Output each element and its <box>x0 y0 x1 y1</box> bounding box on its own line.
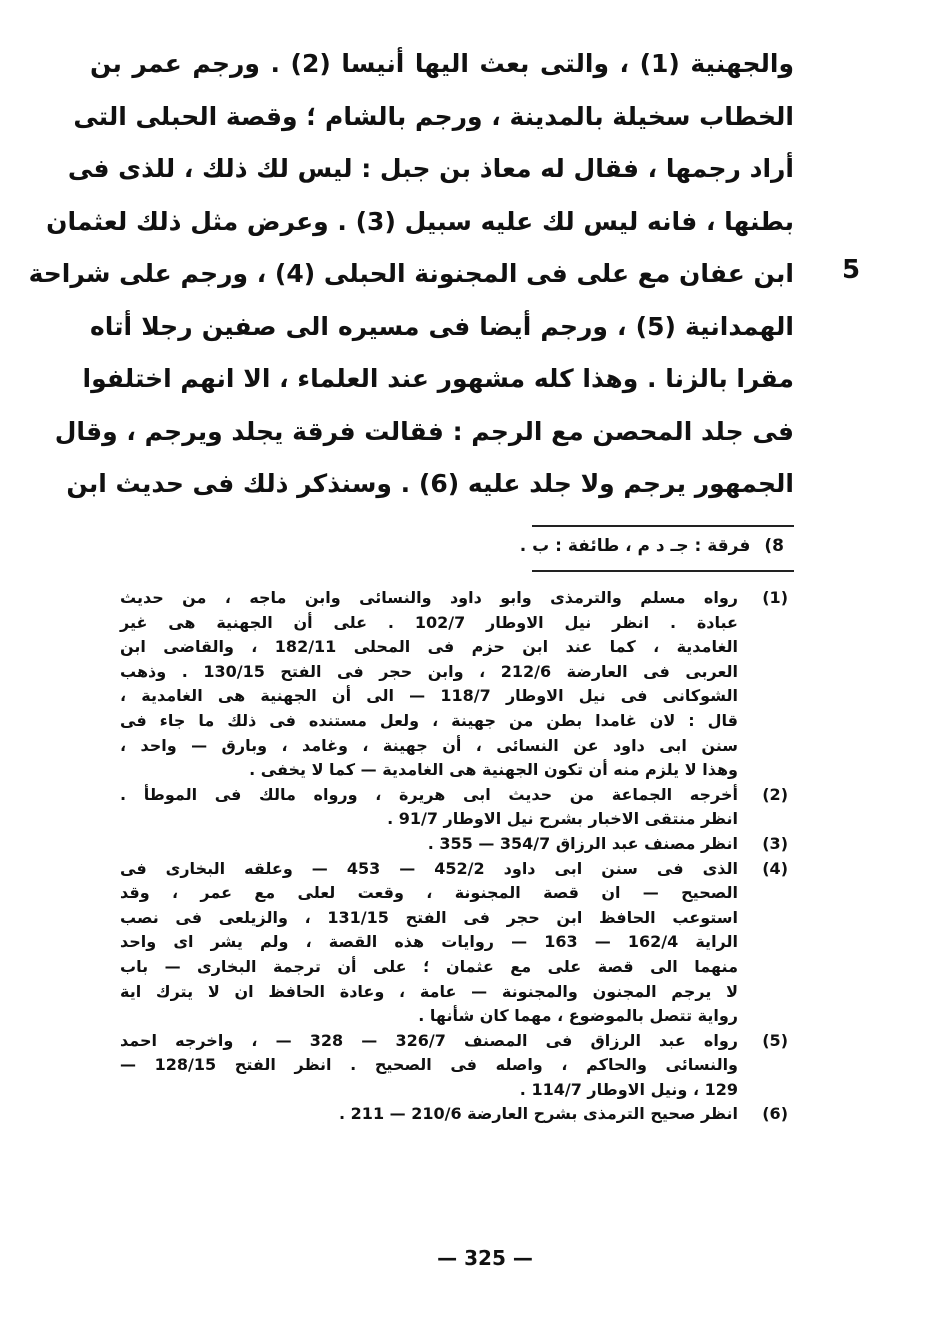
footnote-line: انظر منتقى الاخبار بشرح نيل الاوطار 91/7 . <box>387 809 738 829</box>
footnote-line: منهما الى قصة على مع عثمان ؛ على أن ترجمة البخارى — باب <box>120 956 738 976</box>
footnote-line: انظر صحيح الترمذى بشرح العارضة 210/6 — 211 . <box>339 1104 738 1124</box>
main-text-line: الجمهور يرجم ولا جلد عليه (6) . وسنذكر ذلك فى حديث ابن <box>66 469 794 498</box>
footnote-line: أخرجه الجماعة من حديث ابى هريرة ، ورواه مالك فى الموطأ . <box>120 784 738 804</box>
footnote-line: الصحيح — ان قصة المجنونة ، وقعت لعلى مع عمر ، وقد <box>120 883 738 903</box>
variant-note-number: 8) <box>764 536 784 556</box>
footnote-line: الراية 162/4 — 163 — روايات هذه القصة ، ولم يشر اى واحد <box>120 932 738 952</box>
main-body-text <box>28 38 794 511</box>
main-text-line: ابن عفان مع على فى المجنونة الحبلى (4) ، ورجم على شراحة <box>28 259 794 288</box>
footnote <box>120 1102 788 1127</box>
footnote-line: لا يرجم المجنون والمجنونة — عامة ، وعادة الحافظ ان لا يترك اية <box>120 981 738 1001</box>
footnote-line: قال : لان غامدا بطن من جهينة ، ولعل مستنده فى ذلك ما جاء فى <box>120 710 738 730</box>
footnote-line: والنسائى والحاكم ، واصله فى الصحيح . انظر الفتح 128/15 — <box>120 1055 739 1075</box>
main-text-line: الخطاب سخيلة بالمدينة ، ورجم بالشام ؛ وقصة الحبلى التى <box>73 101 794 131</box>
footnote-line: استوعب الحافظ ابن حجر فى الفتح 131/15 ، والزيلعى فى نصب <box>120 907 738 927</box>
footnote-line: الشوكانى فى نيل الاوطار 118/7 — الى أن الجهنية هى الغامدية ، <box>120 686 738 706</box>
footnote-line: وهذا لا يلزم منه أن تكون الجهنية هى الغامدية — كما لا يخفى . <box>249 760 738 780</box>
footnote-line: 129 ، ونيل الاوطار 114/7 . <box>519 1079 738 1099</box>
footnote-divider <box>532 570 794 572</box>
footnote-line: عبادة . انظر نيل الاوطار 102/7 . على أن الجهنية هى غير <box>120 612 738 632</box>
footnote-number: (1) <box>762 588 788 607</box>
footnote <box>120 832 788 857</box>
footnote-line: الغامدية ، كما عند ابن حزم فى المحلى 182/11 ، والقاضى ابن <box>120 637 738 657</box>
margin-line-number: 5 <box>842 255 861 285</box>
footnotes-section <box>120 586 788 1127</box>
apparatus-divider-top <box>532 525 794 527</box>
footnote-line: سنن ابى داود عن النسائى ، أن جهينة ، وغامد ، وبارق — واحد ، <box>120 735 738 755</box>
main-text-line: الهمدانية (5) ، ورجم أيضا فى مسيره الى صفين رجلا أتاه <box>90 311 794 341</box>
main-text-line: فى جلد المحصن مع الرجم : فقالت فرقة يجلد ويرجم ، وقال <box>54 416 794 446</box>
footnote-number: (6) <box>762 1104 788 1124</box>
footnote <box>120 586 788 783</box>
main-text-line: والجهنية (1) ، والتى بعث اليها أنيسا (2) . ورجم عمر بن <box>90 49 794 78</box>
footnote-line: رواية تتصل بالموضوع ، مهما كان شأنها . <box>418 1006 738 1026</box>
footnote-number: (4) <box>762 858 788 878</box>
footnote-line: الذى فى سنن ابى داود 452/2 — 453 — وعلقه البخارى فى <box>120 858 739 878</box>
footnote-line: العربى فى العارضة 212/6 ، وابن حجر فى الفتح 130/15 . وذهب <box>120 661 738 681</box>
page-number: — 325 — <box>437 1246 533 1270</box>
variant-reading-note <box>384 532 784 560</box>
footnote <box>120 1029 788 1103</box>
footnote-line: رواه مسلم والترمذى وابو داود والنسائى وابن ماجه ، من حديث <box>120 588 738 607</box>
footnote-number: (2) <box>762 784 788 804</box>
main-text-line: بطنها ، فانه ليس لك عليه سبيل (3) . وعرض مثل ذلك لعثمان <box>46 206 794 236</box>
main-text-line: أراد رجمها ، فقال له معاذ بن جبل : ليس لك ذلك ، للذى فى <box>67 154 794 183</box>
variant-note-text: فرقة : جـ د م ، طائفة : ب . <box>519 536 751 556</box>
footnote <box>120 783 788 832</box>
footnote-number: (3) <box>762 833 788 853</box>
footnote <box>120 857 788 1029</box>
main-text-line: مقرا بالزنا . وهذا كله مشهور عند العلماء ، الا انهم اختلفوا <box>82 364 794 393</box>
footnote-number: (5) <box>762 1030 788 1050</box>
footnote-line: رواه عبد الرزاق فى المصنف 326/7 — 328 — ، واخرجه احمد <box>120 1030 738 1050</box>
footnote-line: انظر مصنف عبد الرزاق 354/7 — 355 . <box>427 833 738 853</box>
